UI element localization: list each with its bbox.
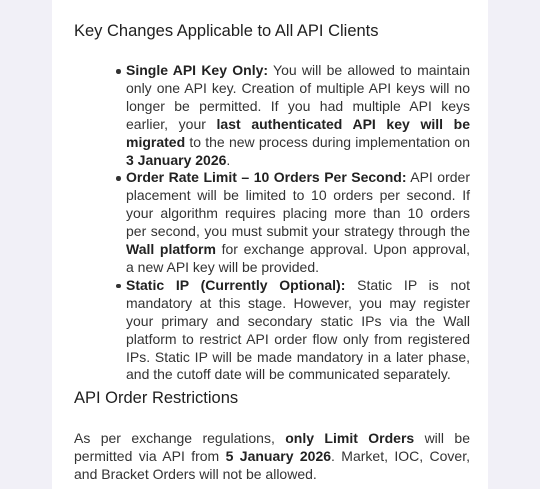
paragraph-emphasis: 5 January 2026 xyxy=(225,447,332,464)
item-text: for exchange approval. Upon approval, a new API key will be provided. xyxy=(126,241,470,275)
item-title: Single API Key Only: xyxy=(126,62,269,78)
paragraph-text: As per exchange regulations, xyxy=(74,430,286,446)
item-emphasis: 3 January 2026 xyxy=(126,151,227,168)
list-item-order-rate-limit xyxy=(126,169,470,276)
paragraph-text: will be permitted via API from xyxy=(74,430,470,464)
article-panel xyxy=(52,0,488,489)
section-heading-key-changes: Key Changes Applicable to All API Clients xyxy=(74,22,379,40)
paragraph-text: . Market, IOC, Cover, and Bracket Orders will not be allowed. xyxy=(74,447,470,482)
list-item-single-api-key xyxy=(126,62,470,169)
item-title: Order Rate Limit – 10 Orders Per Second: xyxy=(126,169,407,186)
item-text: Static IP is not mandatory at this stage. However, you may register your primary and secondary static IPs via the Wall platform to restrict API order flow only from registered IPs. Static IP will be made mandatory in a later phase, and the cutoff date will be communicated separately. xyxy=(126,276,471,383)
list-item-static-ip xyxy=(126,277,470,384)
item-text: You will be allowed to maintain only one API key. Creation of multiple API keys will no longer be permitted. If you had multiple API keys earlier, your xyxy=(126,62,470,132)
item-text: to the new process during implementation on xyxy=(185,133,470,150)
api-order-restrictions-paragraph xyxy=(74,430,470,484)
item-emphasis: Wall platform xyxy=(126,241,216,258)
item-emphasis: last authenticated API key will be migrated xyxy=(126,115,470,150)
item-title: Static IP (Currently Optional): xyxy=(126,276,346,293)
section-heading-api-order-restrictions: API Order Restrictions xyxy=(74,389,239,407)
item-text: . xyxy=(226,151,231,168)
key-changes-list xyxy=(74,62,470,384)
item-text: API order placement will be limited to 10 orders per second. If your algorithm requires placing more than 10 orders per second, you must submit your strategy through the xyxy=(126,169,470,240)
paragraph-emphasis: only Limit Orders xyxy=(285,430,415,446)
